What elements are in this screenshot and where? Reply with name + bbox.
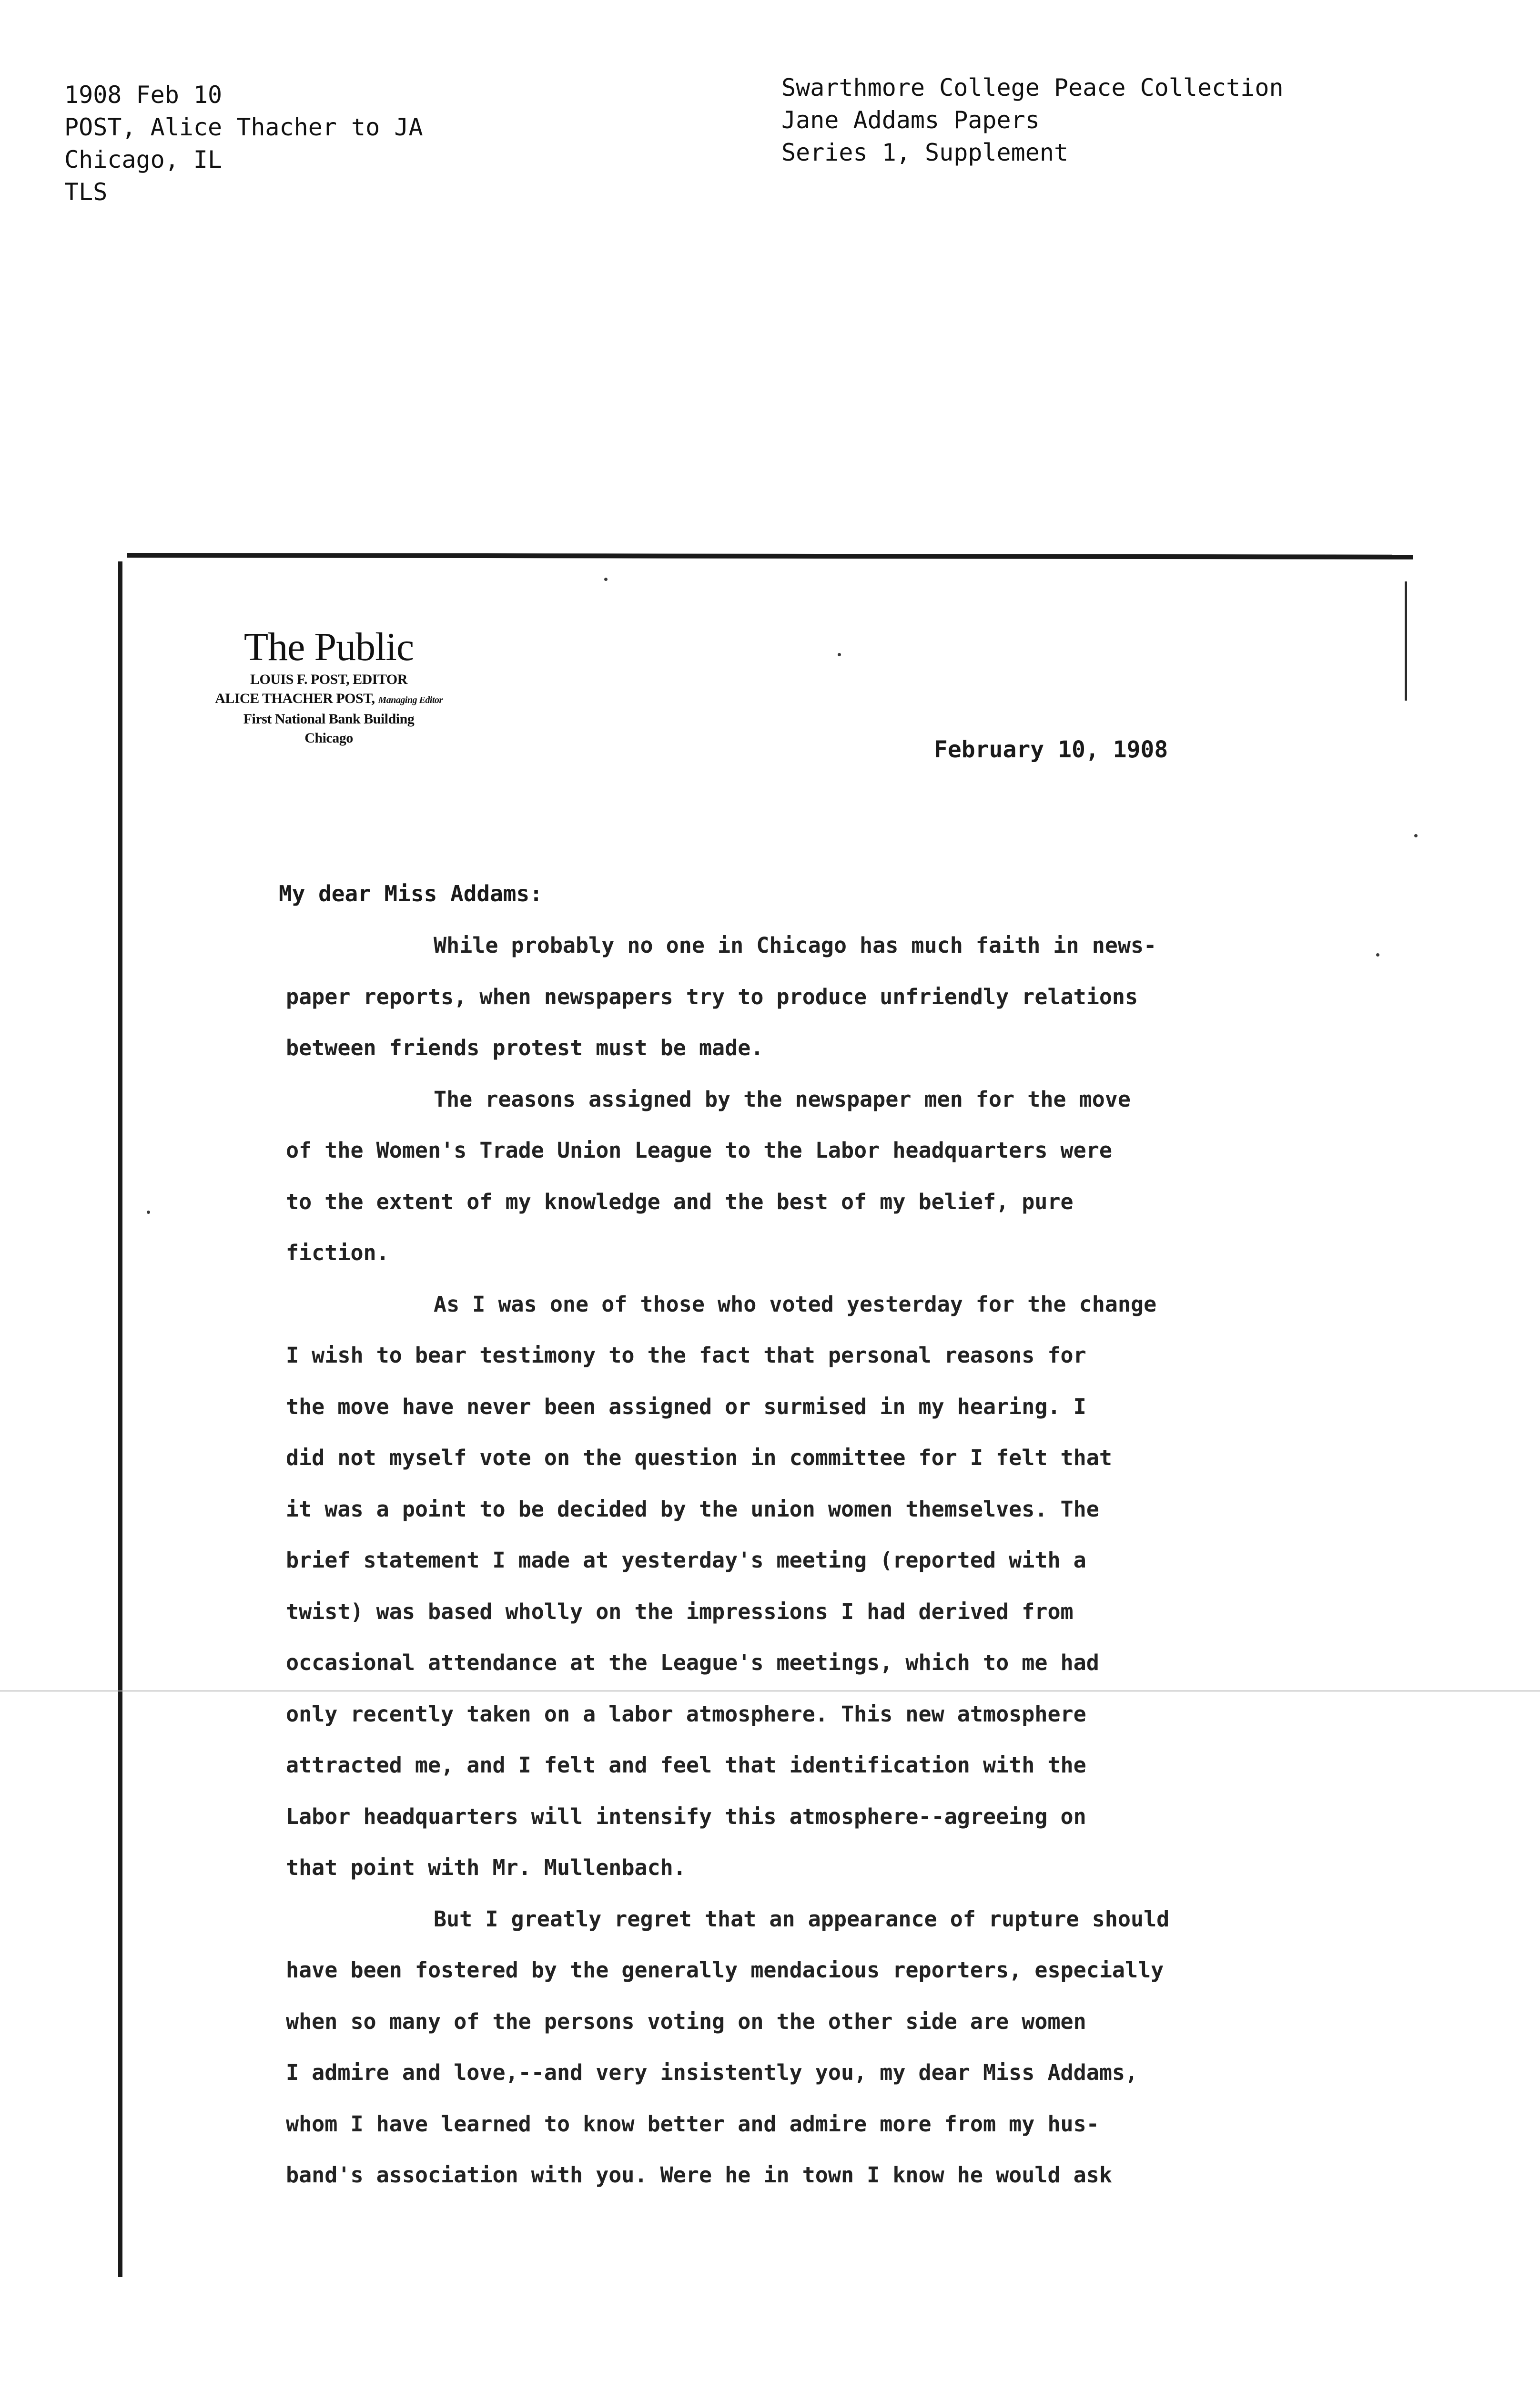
body-line: of the Women's Trade Union League to the Labor headquarters were bbox=[286, 1138, 1112, 1163]
body-line: when so many of the persons voting on the other side are women bbox=[286, 2008, 1086, 2034]
body-line: While probably no one in Chicago has much faith in news- bbox=[434, 933, 1157, 958]
body-line: occasional attendance at the League's meetings, which to me had bbox=[286, 1650, 1099, 1675]
archive-date: 1908 Feb 10 bbox=[64, 81, 223, 109]
archive-collection: Swarthmore College Peace Collection bbox=[781, 74, 1284, 102]
archive-series: Series 1, Supplement bbox=[781, 139, 1069, 166]
body-line: I wish to bear testimony to the fact that personal reasons for bbox=[286, 1343, 1086, 1368]
body-line: As I was one of those who voted yesterday for the change bbox=[434, 1291, 1157, 1317]
page-edge-right bbox=[1405, 581, 1407, 701]
body-line: only recently taken on a labor atmosphere. This new atmosphere bbox=[286, 1701, 1086, 1727]
body-line: paper reports, when newspapers try to produce unfriendly relations bbox=[286, 984, 1138, 1009]
archive-correspondents: POST, Alice Thacher to JA bbox=[64, 113, 423, 141]
body-line: twist) was based wholly on the impressions I had derived from bbox=[286, 1599, 1074, 1624]
letter-body bbox=[286, 920, 1382, 2201]
letterhead-managing-editor bbox=[176, 689, 481, 710]
body-line: attracted me, and I felt and feel that identification with the bbox=[286, 1752, 1086, 1778]
letterhead bbox=[176, 624, 481, 748]
body-line: have been fostered by the generally mendacious reporters, especially bbox=[286, 1957, 1164, 1983]
archive-info-left bbox=[64, 79, 423, 208]
scan-speck bbox=[604, 578, 608, 581]
body-line: fiction. bbox=[286, 1240, 389, 1265]
body-line: Labor headquarters will intensify this atmosphere--agreeing on bbox=[286, 1803, 1086, 1829]
body-line: the move have never been assigned or surmised in my hearing. I bbox=[286, 1394, 1086, 1419]
letterhead-editor: LOUIS F. POST, EDITOR bbox=[250, 672, 407, 687]
letterhead-title: The Public bbox=[243, 625, 414, 669]
archive-info-right bbox=[781, 71, 1284, 169]
archive-papers: Jane Addams Papers bbox=[781, 106, 1040, 134]
body-line: it was a point to be decided by the union women themselves. The bbox=[286, 1496, 1099, 1522]
body-line: to the extent of my knowledge and the best of my belief, pure bbox=[286, 1189, 1074, 1214]
letterhead-building: First National Bank Building bbox=[243, 711, 415, 727]
body-line: The reasons assigned by the newspaper men for the move bbox=[434, 1086, 1131, 1112]
scan-speck bbox=[1414, 834, 1418, 837]
body-line: whom I have learned to know better and admire more from my hus- bbox=[286, 2111, 1099, 2137]
letterhead-city: Chicago bbox=[304, 730, 353, 746]
body-line: between friends protest must be made. bbox=[286, 1035, 764, 1060]
body-line: band's association with you. Were he in town I know he would ask bbox=[286, 2162, 1112, 2188]
body-line: I admire and love,--and very insistently you, my dear Miss Addams, bbox=[286, 2060, 1138, 2085]
body-line: brief statement I made at yesterday's meeting (reported with a bbox=[286, 1548, 1086, 1573]
archive-location: Chicago, IL bbox=[64, 146, 223, 173]
scan-speck bbox=[147, 1211, 150, 1214]
page-edge-top bbox=[127, 553, 1413, 560]
page-edge-left bbox=[118, 561, 122, 2277]
scan-speck bbox=[838, 653, 841, 656]
body-line: did not myself vote on the question in committee for I felt that bbox=[286, 1445, 1112, 1470]
salutation: My dear Miss Addams: bbox=[279, 881, 543, 906]
body-line: that point with Mr. Mullenbach. bbox=[286, 1855, 686, 1880]
managing-editor-name: ALICE THACHER POST, bbox=[215, 691, 375, 706]
managing-editor-role: Managing Editor bbox=[378, 695, 443, 705]
archive-doc-type: TLS bbox=[64, 178, 108, 206]
letter-date: February 10, 1908 bbox=[934, 736, 1168, 763]
body-line: But I greatly regret that an appearance of rupture should bbox=[434, 1906, 1170, 1932]
